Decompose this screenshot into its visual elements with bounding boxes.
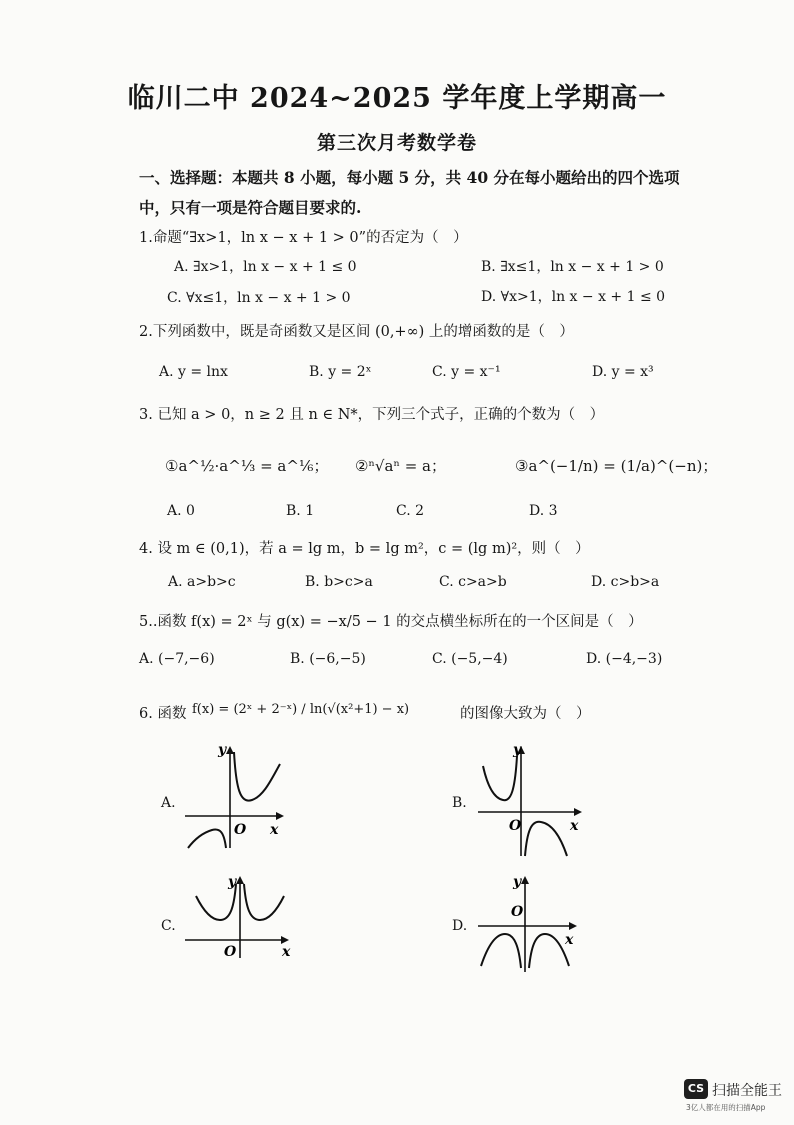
question-6-option-d: D. xyxy=(452,918,468,934)
curve-left xyxy=(188,830,226,848)
question-3-stem: 3. 已知 a > 0，n ≥ 2 且 n ∈ N*，下列三个式子，正确的个数为（ ） xyxy=(139,407,605,423)
question-5-option-b: B. (−6,−5) xyxy=(290,651,366,667)
question-2-option-a: A. y = lnx xyxy=(159,364,228,380)
question-1-option-d: D. ∀x>1，ln x − x + 1 ≤ 0 xyxy=(481,289,666,305)
question-4-option-a: A. a>b>c xyxy=(168,574,236,590)
origin-label: O xyxy=(234,822,247,838)
axis-label-x: x xyxy=(270,822,279,838)
axis-label-y: y xyxy=(228,874,237,890)
scanner-brand: 扫描全能王 xyxy=(712,1083,782,1099)
axis-label-y: y xyxy=(513,874,522,890)
y-axis-arrow-icon xyxy=(236,876,244,884)
x-axis-arrow-icon xyxy=(281,936,289,944)
graph-option-c xyxy=(180,868,295,968)
axis-label-y: y xyxy=(218,742,227,758)
axis-label-x: x xyxy=(570,818,579,834)
question-6-formula: f(x) = (2ˣ + 2⁻ˣ) / ln(√(x²+1) − x) xyxy=(192,702,410,717)
question-6-stem-prefix: 6. 函数 xyxy=(139,706,187,722)
axis-label-y: y xyxy=(513,742,522,758)
question-3-expression-1: ①a^½·a^⅓ = a^⅙； xyxy=(165,457,329,475)
question-1-option-c: C. ∀x≤1，ln x − x + 1 > 0 xyxy=(167,290,351,306)
question-1-stem: 1.命题“∃x>1，ln x − x + 1 > 0”的否定为（ ） xyxy=(139,230,468,246)
question-6-option-a: A. xyxy=(161,795,176,811)
question-6-option-b: B. xyxy=(452,795,467,811)
graph-option-b xyxy=(473,738,588,863)
x-axis-arrow-icon xyxy=(569,922,577,930)
question-4-stem: 4. 设 m ∈ (0,1)，若 a = lg m，b = lg m²，c = (lg m)²，则（ ） xyxy=(139,541,590,557)
origin-label: O xyxy=(224,944,237,960)
question-3-expression-3: ③a^(−1/n) = (1/a)^(−n)； xyxy=(515,457,718,475)
y-axis-arrow-icon xyxy=(226,746,234,754)
question-3-option-d: D. 3 xyxy=(529,503,558,519)
question-6-stem-suffix: 的图像大致为（ ） xyxy=(460,706,591,722)
question-2-option-c: C. y = x⁻¹ xyxy=(432,364,501,380)
question-4-option-d: D. c>b>a xyxy=(591,574,660,590)
y-axis-arrow-icon xyxy=(521,876,529,884)
question-1-option-a: A. ∃x>1，ln x − x + 1 ≤ 0 xyxy=(174,259,357,275)
axis-label-x: x xyxy=(282,944,291,960)
scanner-logo-icon: CS xyxy=(684,1079,708,1099)
curve-right xyxy=(525,822,567,856)
question-5-option-c: C. (−5,−4) xyxy=(432,651,508,667)
x-axis-arrow-icon xyxy=(276,812,284,820)
question-3-option-b: B. 1 xyxy=(286,503,315,519)
question-2-option-d: D. y = x³ xyxy=(592,364,654,380)
axis-label-x: x xyxy=(565,932,574,948)
question-4-option-c: C. c>a>b xyxy=(439,574,507,590)
question-5-option-a: A. (−7,−6) xyxy=(139,651,215,667)
graph-option-d xyxy=(473,868,588,978)
origin-label: O xyxy=(509,818,522,834)
question-3-option-c: C. 2 xyxy=(396,503,425,519)
section-heading: 一、选择题：本题共 8 小题，每小题 5 分，共 40 分在每小题给出的四个选项中，只有一项是符合题目要求的. xyxy=(139,168,680,217)
scanner-tagline: 3亿人都在用的扫描App xyxy=(686,1103,766,1112)
question-6-option-c: C. xyxy=(161,918,176,934)
curve-right xyxy=(234,752,280,801)
question-3-option-a: A. 0 xyxy=(167,503,195,519)
question-5-option-d: D. (−4,−3) xyxy=(586,651,663,667)
curve-right xyxy=(529,934,569,968)
question-2-stem: 2.下列函数中，既是奇函数又是区间 (0,+∞) 上的增函数的是（ ） xyxy=(139,324,574,340)
curve-right xyxy=(244,884,284,920)
question-2-option-b: B. y = 2ˣ xyxy=(309,364,372,380)
curve-left xyxy=(483,756,517,800)
exam-title: 临川二中 2024~2025 学年度上学期高一 xyxy=(127,83,667,114)
curve-left xyxy=(481,934,521,968)
exam-subtitle: 第三次月考数学卷 xyxy=(316,132,477,154)
question-1-option-b: B. ∃x≤1，ln x − x + 1 > 0 xyxy=(481,259,664,275)
question-3-expression-2: ②ⁿ√aⁿ = a； xyxy=(355,457,446,475)
x-axis-arrow-icon xyxy=(574,808,582,816)
graph-option-a xyxy=(180,738,290,858)
origin-label: O xyxy=(511,904,524,920)
question-4-option-b: B. b>c>a xyxy=(305,574,373,590)
question-5-stem: 5..函数 f(x) = 2ˣ 与 g(x) = −x/5 − 1 的交点横坐标所在的一个区间是（ ） xyxy=(139,614,643,630)
